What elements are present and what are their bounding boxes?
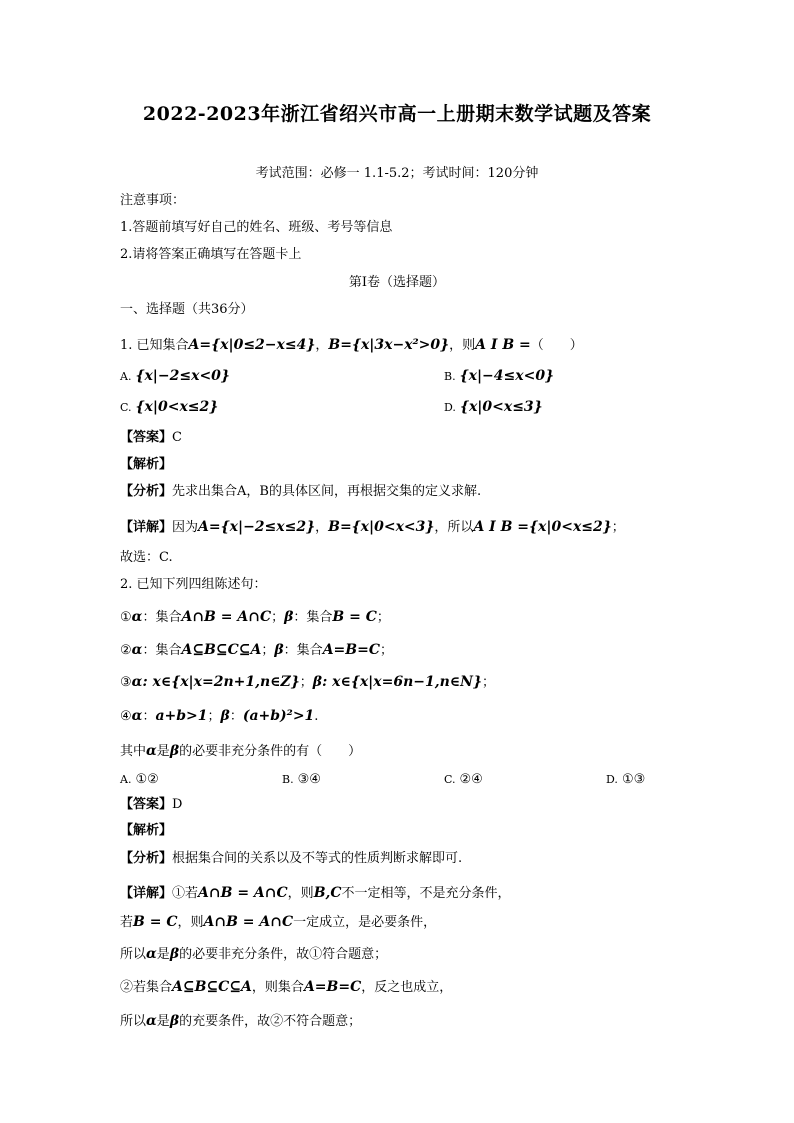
question-text: 是	[156, 744, 170, 759]
fenxi-text: 先求出集合A，B的具体区间，再根据交集的定义求解.	[172, 484, 482, 499]
q1-option-d	[444, 399, 543, 416]
q1-fenxi	[120, 484, 481, 500]
statement-end: ；	[380, 643, 394, 658]
statement-math: A∩B = A∩C	[181, 609, 272, 625]
statement-end: ；	[481, 675, 495, 690]
q1-option-b	[444, 368, 554, 385]
beta-symbol: β	[274, 642, 284, 658]
q2-xiangjie-line-3	[120, 946, 387, 963]
xiangjie-text: ，则	[177, 915, 204, 930]
q2-option-d	[606, 772, 645, 788]
alpha-symbol: α	[146, 1013, 157, 1029]
xiangjie-text: 所以	[120, 947, 147, 962]
q2-xiangjie-line-5	[120, 1013, 361, 1030]
alpha-symbol: α	[131, 708, 143, 724]
xiangjie-math: A=B=C	[303, 979, 362, 995]
statement-end: .	[314, 709, 319, 724]
statement-number: ②	[120, 643, 132, 658]
q1-stem	[120, 337, 583, 354]
xiangjie-math: A I B ={x|0<x≤2}	[473, 519, 612, 535]
answer-value: C	[172, 430, 182, 445]
q1-option-c	[120, 399, 218, 416]
note-item: 1.答题前填写好自己的姓名、班级、考号等信息	[120, 220, 393, 235]
statement-text: ：	[142, 709, 156, 724]
q1-post: （ ）	[530, 338, 583, 353]
xiangjie-math: B={x|0<x<3}	[328, 519, 435, 535]
answer-value: D	[172, 797, 183, 812]
alpha-symbol: α	[131, 609, 143, 625]
question-text: 其中	[120, 744, 147, 759]
option-label: D.	[606, 773, 618, 786]
q2-answer	[120, 797, 182, 813]
xiangjie-text: ，则集合	[251, 980, 304, 995]
statement-math: : x∈{x|x=2n+1,n∈Z}	[142, 674, 300, 690]
statement-number: ①	[120, 610, 132, 625]
beta-symbol: β	[169, 946, 180, 962]
xiangjie-text: 是	[156, 1014, 170, 1029]
xiangjie-math: A∩B = A∩C	[203, 914, 294, 930]
statement-sep: ；	[261, 643, 275, 658]
q2-xiangjie-line-4	[120, 979, 452, 996]
volume-heading: 第I卷（选择题）	[348, 275, 446, 290]
q2-option-a	[120, 772, 159, 788]
q1-xiangjie	[120, 519, 625, 536]
option-label: C.	[444, 773, 456, 786]
notes-heading: 注意事项：	[120, 193, 186, 208]
xiangjie-text: ，则	[287, 886, 314, 901]
option-math: {x|0<x≤2}	[135, 399, 219, 415]
xiangjie-text: 的必要非充分条件，故①符合题意；	[179, 947, 388, 962]
q1-set-a: A={x|0≤2−x≤4}	[188, 337, 316, 353]
xiangjie-text: ①若	[172, 886, 199, 901]
option-text: ①②	[135, 772, 159, 787]
statement-sep: ；	[271, 610, 285, 625]
exam-info: 考试范围：必修一 1.1-5.2；考试时间：120分钟	[255, 166, 539, 181]
statement-math: B = C	[332, 609, 377, 625]
option-label: C.	[120, 401, 132, 414]
q2-option-c	[444, 772, 483, 788]
q2-statement-4	[120, 708, 318, 725]
statement-math: : x∈{x|x=6n−1,n∈N}	[322, 674, 482, 690]
xiangjie-text: ，反之也成立，	[361, 980, 453, 995]
beta-symbol: β	[284, 609, 294, 625]
xiangjie-math: B = C	[133, 914, 178, 930]
q2-xiangjie-line-1	[120, 885, 511, 902]
statement-math: a+b>1	[155, 708, 208, 724]
q2-statement-1	[120, 609, 390, 626]
statement-text: ：	[229, 709, 243, 724]
xiangjie-text: 一定成立，是必要条件，	[293, 915, 437, 930]
option-label: B.	[444, 370, 456, 383]
xiangjie-label: 【详解】	[120, 886, 173, 901]
statement-sep: ；	[299, 675, 313, 690]
q1-answer	[120, 430, 182, 446]
xiangjie-label: 【详解】	[120, 520, 173, 535]
xiangjie-math: B,C	[313, 885, 342, 901]
alpha-symbol: α	[131, 642, 143, 658]
q1-conclusion: 故选：C.	[120, 550, 173, 565]
statement-number: ④	[120, 709, 132, 724]
beta-symbol: β	[169, 1013, 180, 1029]
section-heading: 一、选择题（共36分）	[120, 302, 254, 317]
option-text: ①③	[621, 772, 646, 787]
statement-end: ；	[376, 610, 390, 625]
answer-label: 【答案】	[120, 797, 173, 812]
q1-sep: ，	[315, 338, 329, 353]
q1-expr: A I B =	[475, 337, 531, 353]
q2-statement-3	[120, 674, 495, 691]
statement-math: (a+b)²>1	[242, 708, 315, 724]
beta-symbol: β	[169, 743, 180, 759]
option-label: D.	[444, 401, 456, 414]
statement-text: ：集合	[142, 643, 182, 658]
xiangjie-text: 所以	[120, 1014, 147, 1029]
q2-analysis-label: 【解析】	[120, 823, 173, 838]
alpha-symbol: α	[146, 946, 157, 962]
alpha-symbol: α	[131, 674, 143, 690]
option-text: ③④	[297, 772, 321, 787]
statement-text: ：集合	[283, 643, 323, 658]
xiangjie-text: 因为	[172, 520, 199, 535]
q1-set-b: B={x|3x−x²>0}	[328, 337, 450, 353]
statement-math: A=B=C	[322, 642, 380, 658]
q1-analysis-label: 【解析】	[120, 457, 173, 472]
q1-option-a	[120, 368, 230, 385]
statement-text: ：集合	[293, 610, 333, 625]
option-label: A.	[120, 773, 132, 786]
fenxi-text: 根据集合间的关系以及不等式的性质判断求解即可.	[172, 851, 463, 866]
beta-symbol: β	[220, 708, 230, 724]
q2-statement-2	[120, 642, 393, 659]
statement-sep: ；	[207, 709, 221, 724]
xiangjie-text: 不一定相等，不是充分条件，	[341, 886, 511, 901]
xiangjie-math: A∩B = A∩C	[198, 885, 288, 901]
xiangjie-text: ②若集合	[120, 980, 173, 995]
option-math: {x|0<x≤3}	[459, 399, 543, 415]
option-math: {x|−2≤x<0}	[135, 368, 230, 384]
fenxi-label: 【分析】	[120, 484, 173, 499]
xiangjie-math: A⊆B⊆C⊆A	[172, 979, 252, 995]
option-math: {x|−4≤x<0}	[459, 368, 555, 384]
option-text: ②④	[459, 772, 483, 787]
xiangjie-math: A={x|−2≤x≤2}	[198, 519, 316, 535]
xiangjie-text: 是	[156, 947, 170, 962]
xiangjie-text: 的充要条件，故②不符合题意；	[179, 1014, 362, 1029]
option-label: A.	[120, 370, 132, 383]
statement-text: ：集合	[142, 610, 182, 625]
q2-stem: 2. 已知下列四组陈述句：	[120, 577, 267, 592]
q2-question	[120, 743, 361, 760]
fenxi-label: 【分析】	[120, 851, 173, 866]
xiangjie-text: ；	[611, 520, 625, 535]
statement-math: A⊆B⊆C⊆A	[181, 642, 262, 658]
xiangjie-text: ，所以	[434, 520, 474, 535]
q1-post-pre: ，则	[449, 338, 476, 353]
beta-symbol: β	[312, 674, 323, 690]
answer-label: 【答案】	[120, 430, 173, 445]
q2-fenxi	[120, 851, 462, 867]
note-item: 2.请将答案正确填写在答题卡上	[120, 247, 302, 262]
xiangjie-text: ，	[315, 520, 329, 535]
xiangjie-text: 若	[120, 915, 134, 930]
q1-stem-pre: 1. 已知集合	[120, 338, 189, 353]
alpha-symbol: α	[146, 743, 157, 759]
option-label: B.	[282, 773, 294, 786]
document-title: 2022-2023年浙江省绍兴市高一上册期末数学试题及答案	[142, 103, 652, 125]
q2-option-b	[282, 772, 321, 788]
q2-xiangjie-line-2	[120, 914, 436, 931]
statement-number: ③	[120, 675, 132, 690]
question-text: 的必要非充分条件的有（ ）	[179, 744, 362, 759]
